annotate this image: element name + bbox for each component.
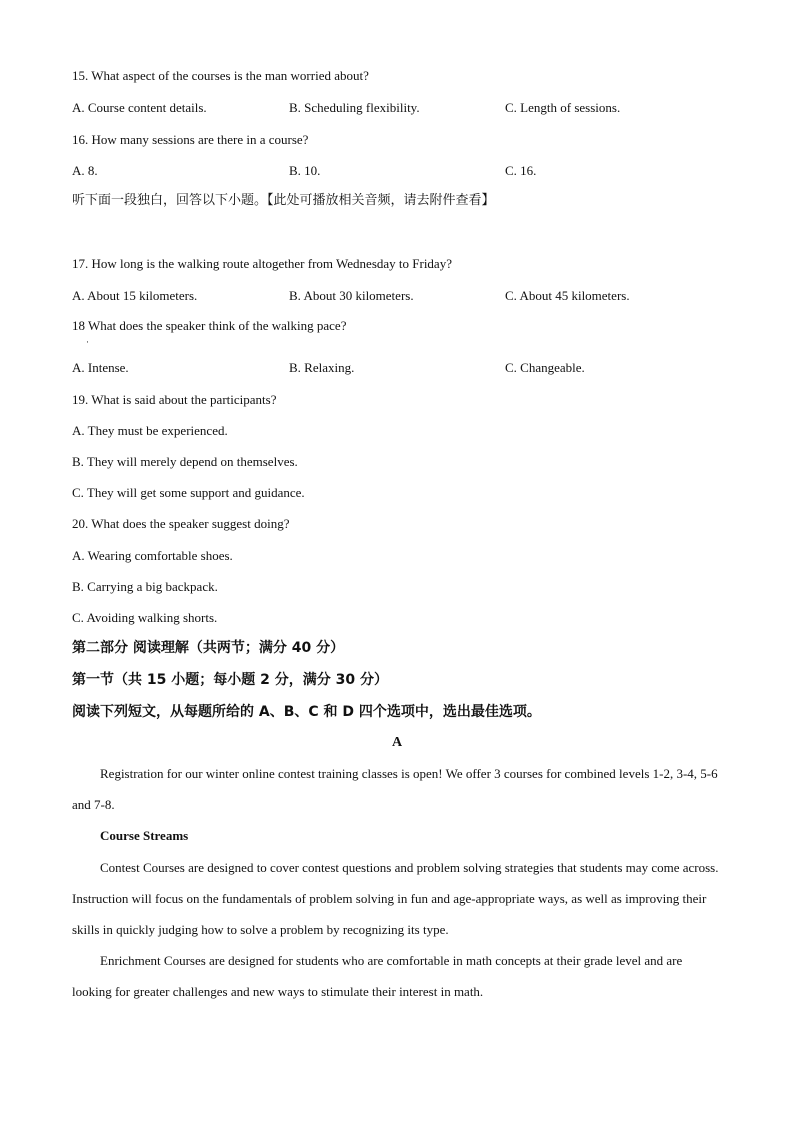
question-18-option-b: B. Relaxing.: [289, 360, 355, 375]
question-15-option-b: B. Scheduling flexibility.: [289, 100, 420, 115]
question-19-stem: 19. What is said about the participants?: [72, 392, 277, 407]
passage-paragraph-2: Contest Courses are designed to cover contest questions and problem solving strategies that students may come across. Instruction will focus on the fundamentals of problem solving in fun and age-appropriate ways, as well as improving their skills in quickly judging how to solve a problem by recognizing its type.: [72, 860, 719, 937]
question-20-option-b: B. Carrying a big backpack.: [72, 579, 218, 594]
question-16-option-c: C. 16.: [505, 163, 537, 178]
question-18-option-a: A. Intense.: [72, 360, 129, 375]
question-16-stem: 16. How many sessions are there in a course?: [72, 132, 309, 147]
question-15-option-a: A. Course content details.: [72, 100, 207, 115]
question-20-stem: 20. What does the speaker suggest doing?: [72, 516, 290, 531]
question-15-stem: 15. What aspect of the courses is the man worried about?: [72, 68, 369, 83]
passage-subheading: Course Streams: [100, 828, 189, 843]
question-15-option-c: C. Length of sessions.: [505, 100, 621, 115]
question-16-option-b: B. 10.: [289, 163, 321, 178]
question-17-option-a: A. About 15 kilometers.: [72, 288, 198, 303]
question-17-option-c: C. About 45 kilometers.: [505, 288, 630, 303]
question-17-stem: 17. How long is the walking route altogether from Wednesday to Friday?: [72, 256, 452, 271]
question-19-option-c: C. They will get some support and guidance.: [72, 485, 305, 500]
section-one-heading: 第一节（共 15 小题；每小题 2 分，满分 30 分）: [72, 672, 388, 688]
question-20-option-c: C. Avoiding walking shorts.: [72, 610, 218, 625]
passage-label: A: [391, 735, 403, 750]
passage-paragraph-1: Registration for our winter online contest training classes is open! We offer 3 courses for combined levels 1-2, 3-4, 5-6 and 7-8.: [72, 766, 718, 812]
question-19-option-b: B. They will merely depend on themselves.: [72, 454, 298, 469]
monologue-instruction: 听下面一段独白，回答以下小题。【此处可播放相关音频，请去附件查看】: [72, 193, 495, 208]
question-18-option-c: C. Changeable.: [505, 360, 585, 375]
passage-paragraph-3: Enrichment Courses are designed for students who are comfortable in math concepts at their grade level and are looking for greater challenges and new ways to stimulate their interest in math.: [72, 953, 683, 999]
question-18-stem: 18 What does the speaker think of the walking pace?: [72, 318, 347, 333]
question-20-option-a: A. Wearing comfortable shoes.: [72, 548, 233, 563]
stray-dot-mark: ·: [86, 337, 89, 347]
question-17-option-b: B. About 30 kilometers.: [289, 288, 414, 303]
question-16-option-a: A. 8.: [72, 163, 98, 178]
question-19-option-a: A. They must be experienced.: [72, 423, 228, 438]
part-two-heading: 第二部分 阅读理解（共两节；满分 40 分）: [72, 640, 345, 656]
reading-instruction: 阅读下列短文，从每题所给的 A、B、C 和 D 四个选项中，选出最佳选项。: [72, 704, 541, 720]
